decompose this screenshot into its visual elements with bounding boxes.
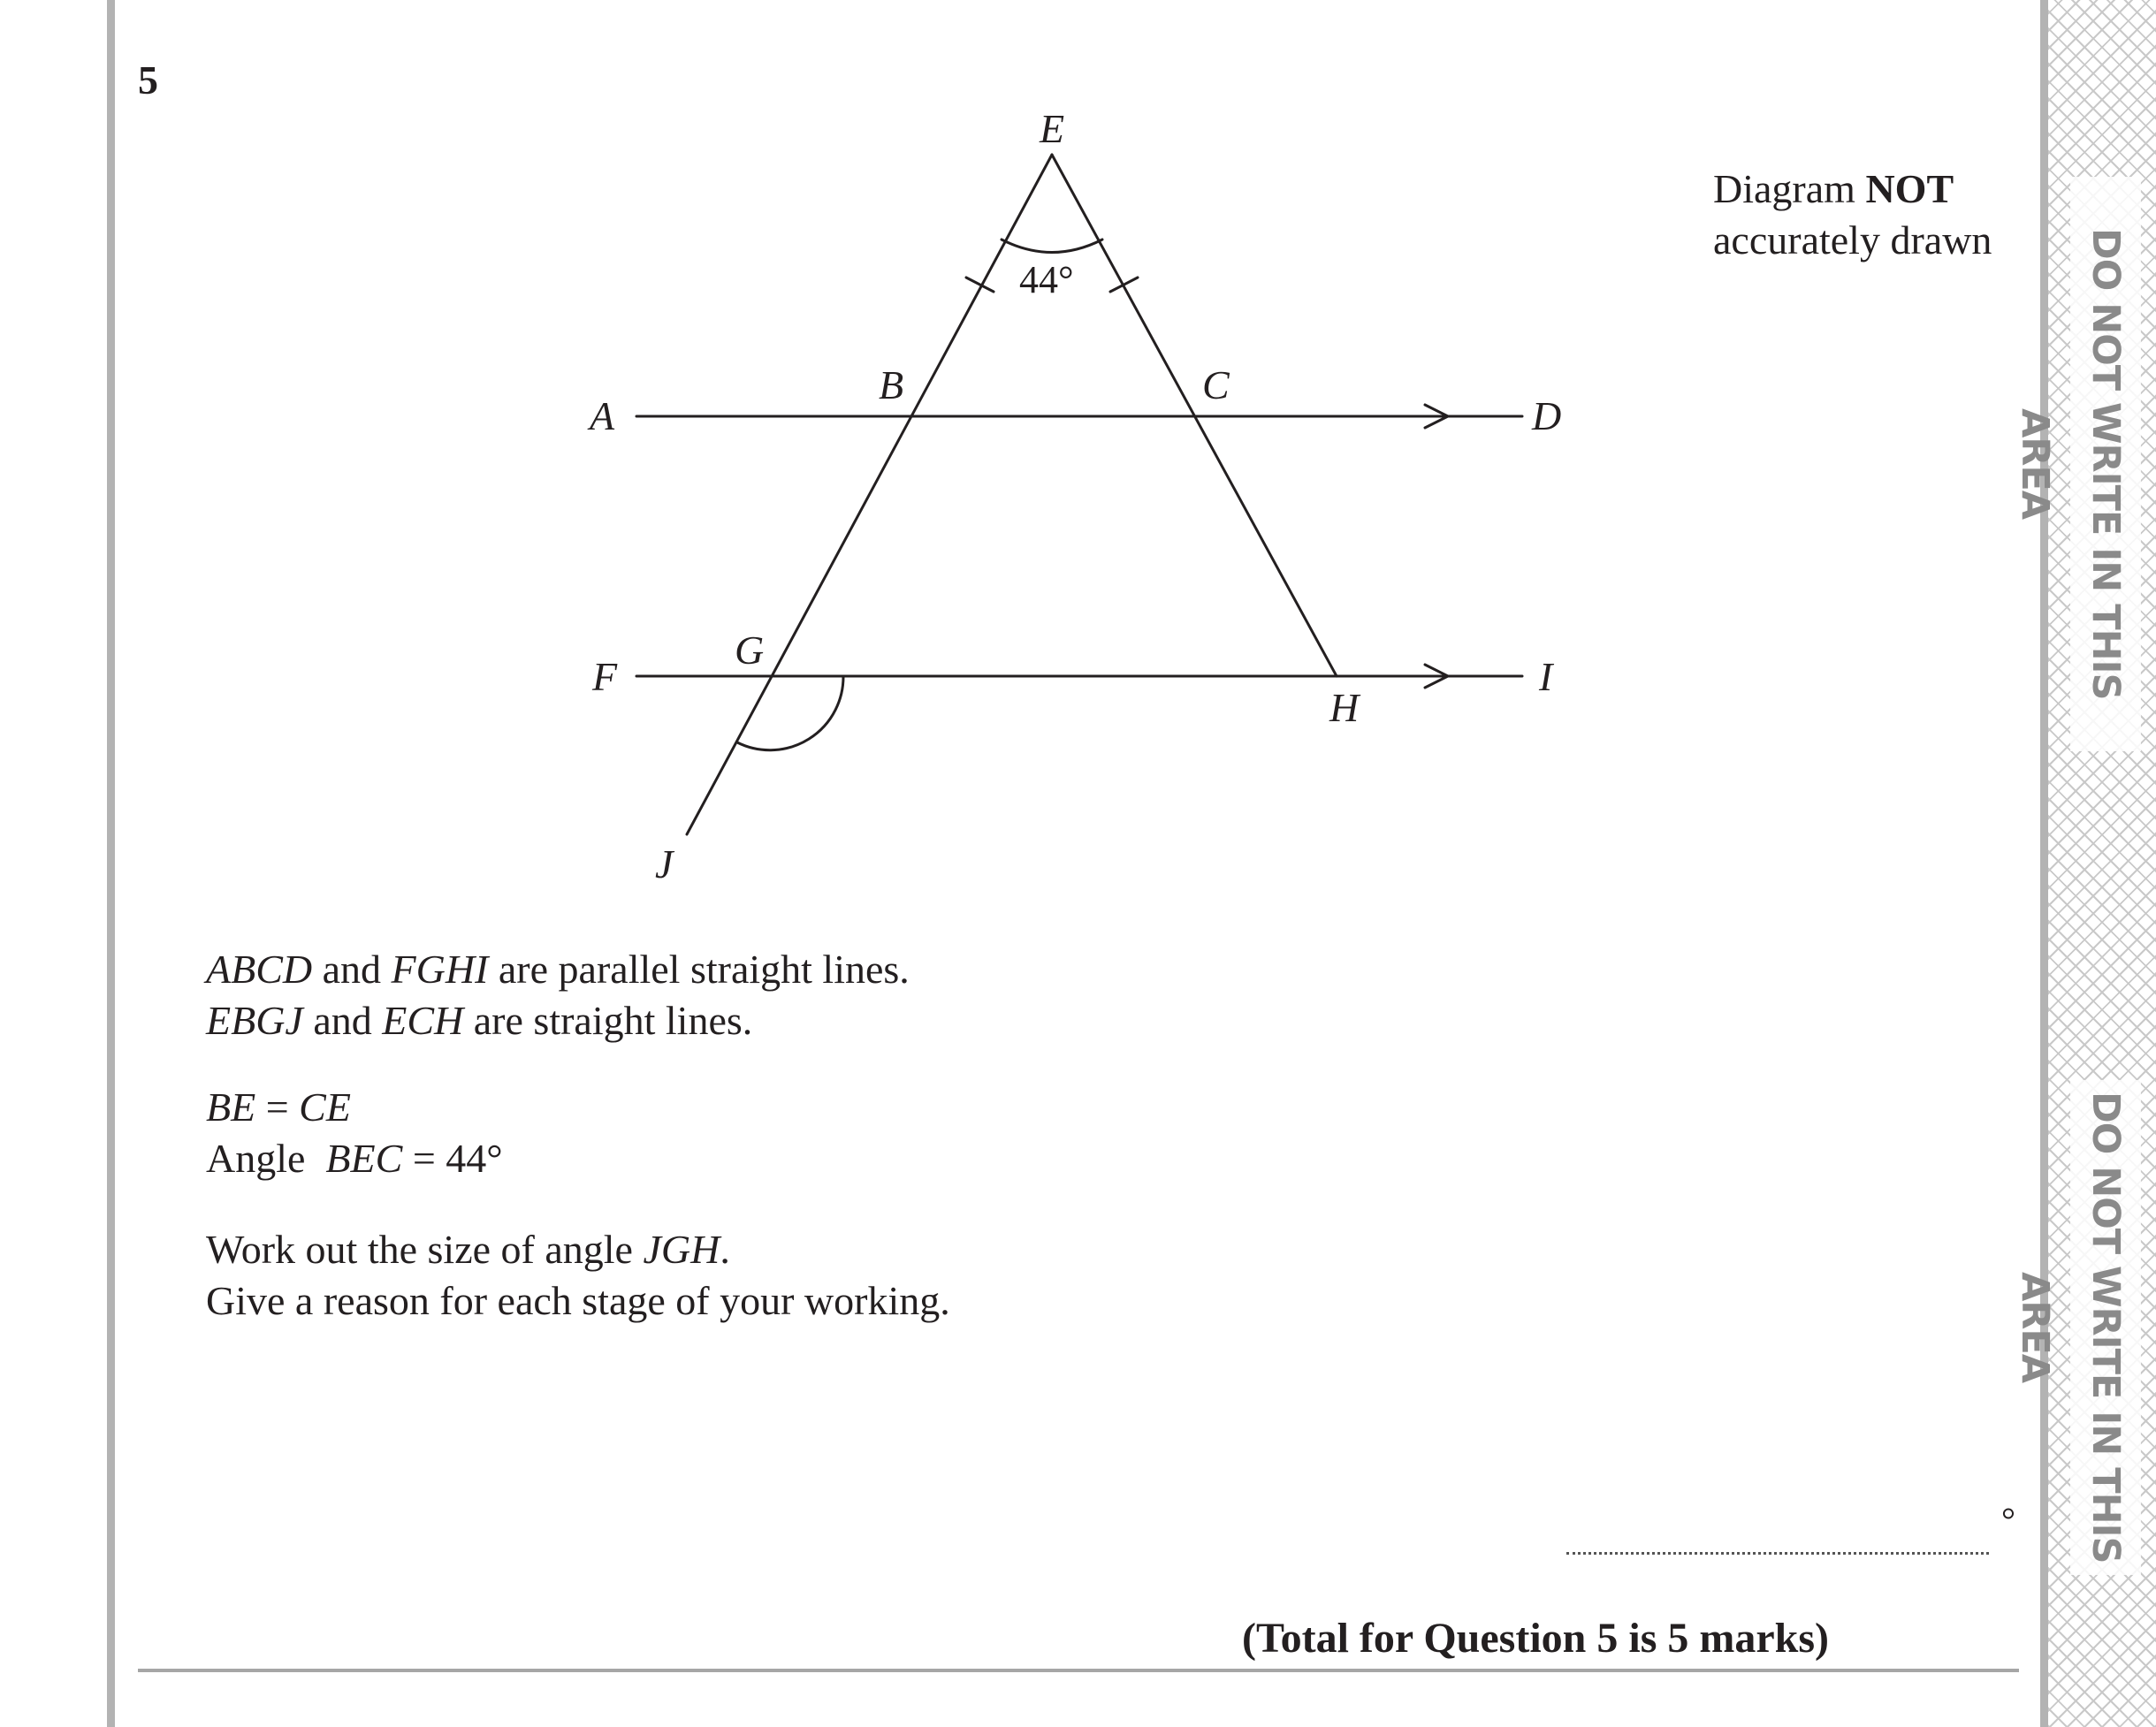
point-label-b: B: [879, 362, 904, 407]
point-label-c: C: [1202, 362, 1230, 407]
task-line-2: Give a reason for each stage of your working.: [206, 1278, 950, 1323]
statement-2-join: and: [302, 998, 383, 1043]
given-angle-name: BEC: [325, 1136, 403, 1181]
statement-1-name-1: ABCD: [206, 947, 313, 992]
tick-mark-ce: [1110, 278, 1138, 292]
task-block: [206, 1224, 950, 1327]
point-label-g: G: [735, 628, 765, 673]
statement-2-name-2: ECH: [382, 998, 464, 1043]
angle-arc-bec: [1002, 240, 1102, 253]
statement-2-name-1: EBGJ: [206, 998, 303, 1043]
given-be: BE: [206, 1084, 256, 1130]
question-number: 5: [138, 57, 158, 103]
diagram-note-line2: accurately drawn: [1713, 217, 1992, 262]
given-angle-word: Angle: [206, 1136, 326, 1181]
statements-block: [206, 944, 910, 1046]
answer-degree-unit: °: [2001, 1500, 2015, 1540]
total-marks: (Total for Question 5 is 5 marks): [1242, 1615, 1830, 1662]
point-label-i: I: [1539, 654, 1553, 699]
given-angle-value: = 44°: [402, 1136, 503, 1181]
margin-rule: [2040, 0, 2048, 1727]
line-ebgj: [687, 155, 1052, 834]
answer-line[interactable]: [1566, 1552, 1989, 1555]
point-label-d: D: [1532, 393, 1562, 438]
diagram-note: [1713, 164, 1992, 266]
diagram-note-bold: NOT: [1865, 166, 1954, 211]
given-line-2: [206, 1133, 503, 1184]
point-label-a: A: [590, 393, 615, 438]
given-line-1: [206, 1082, 503, 1133]
point-label-j: J: [655, 841, 674, 886]
diagram-note-prefix: Diagram: [1713, 166, 1855, 211]
task-text: Work out the size of angle: [206, 1227, 644, 1272]
statement-line-2: [206, 995, 910, 1046]
point-label-h: H: [1329, 685, 1360, 730]
statement-line-1: [206, 944, 910, 995]
margin-warning-top: DO NOT WRITE IN THIS AREA: [2070, 177, 2141, 751]
given-ce: CE: [299, 1084, 351, 1130]
statement-1-text: are parallel straight lines.: [488, 947, 910, 992]
bottom-rule: [138, 1669, 2019, 1672]
task-angle-name: JGH: [643, 1227, 720, 1272]
point-label-e: E: [1040, 106, 1065, 151]
statement-1-join: and: [312, 947, 392, 992]
given-equals: =: [255, 1084, 300, 1130]
task-period: .: [720, 1227, 730, 1272]
statement-2-text: are straight lines.: [463, 998, 753, 1043]
point-label-f: F: [592, 654, 618, 699]
statement-1-name-2: FGHI: [391, 947, 489, 992]
angle-label-bec: 44°: [1019, 258, 1074, 301]
given-block: [206, 1082, 503, 1184]
task-line-1: [206, 1224, 950, 1275]
margin-warning-bottom: DO NOT WRITE IN THIS AREA: [2070, 1080, 2141, 1575]
